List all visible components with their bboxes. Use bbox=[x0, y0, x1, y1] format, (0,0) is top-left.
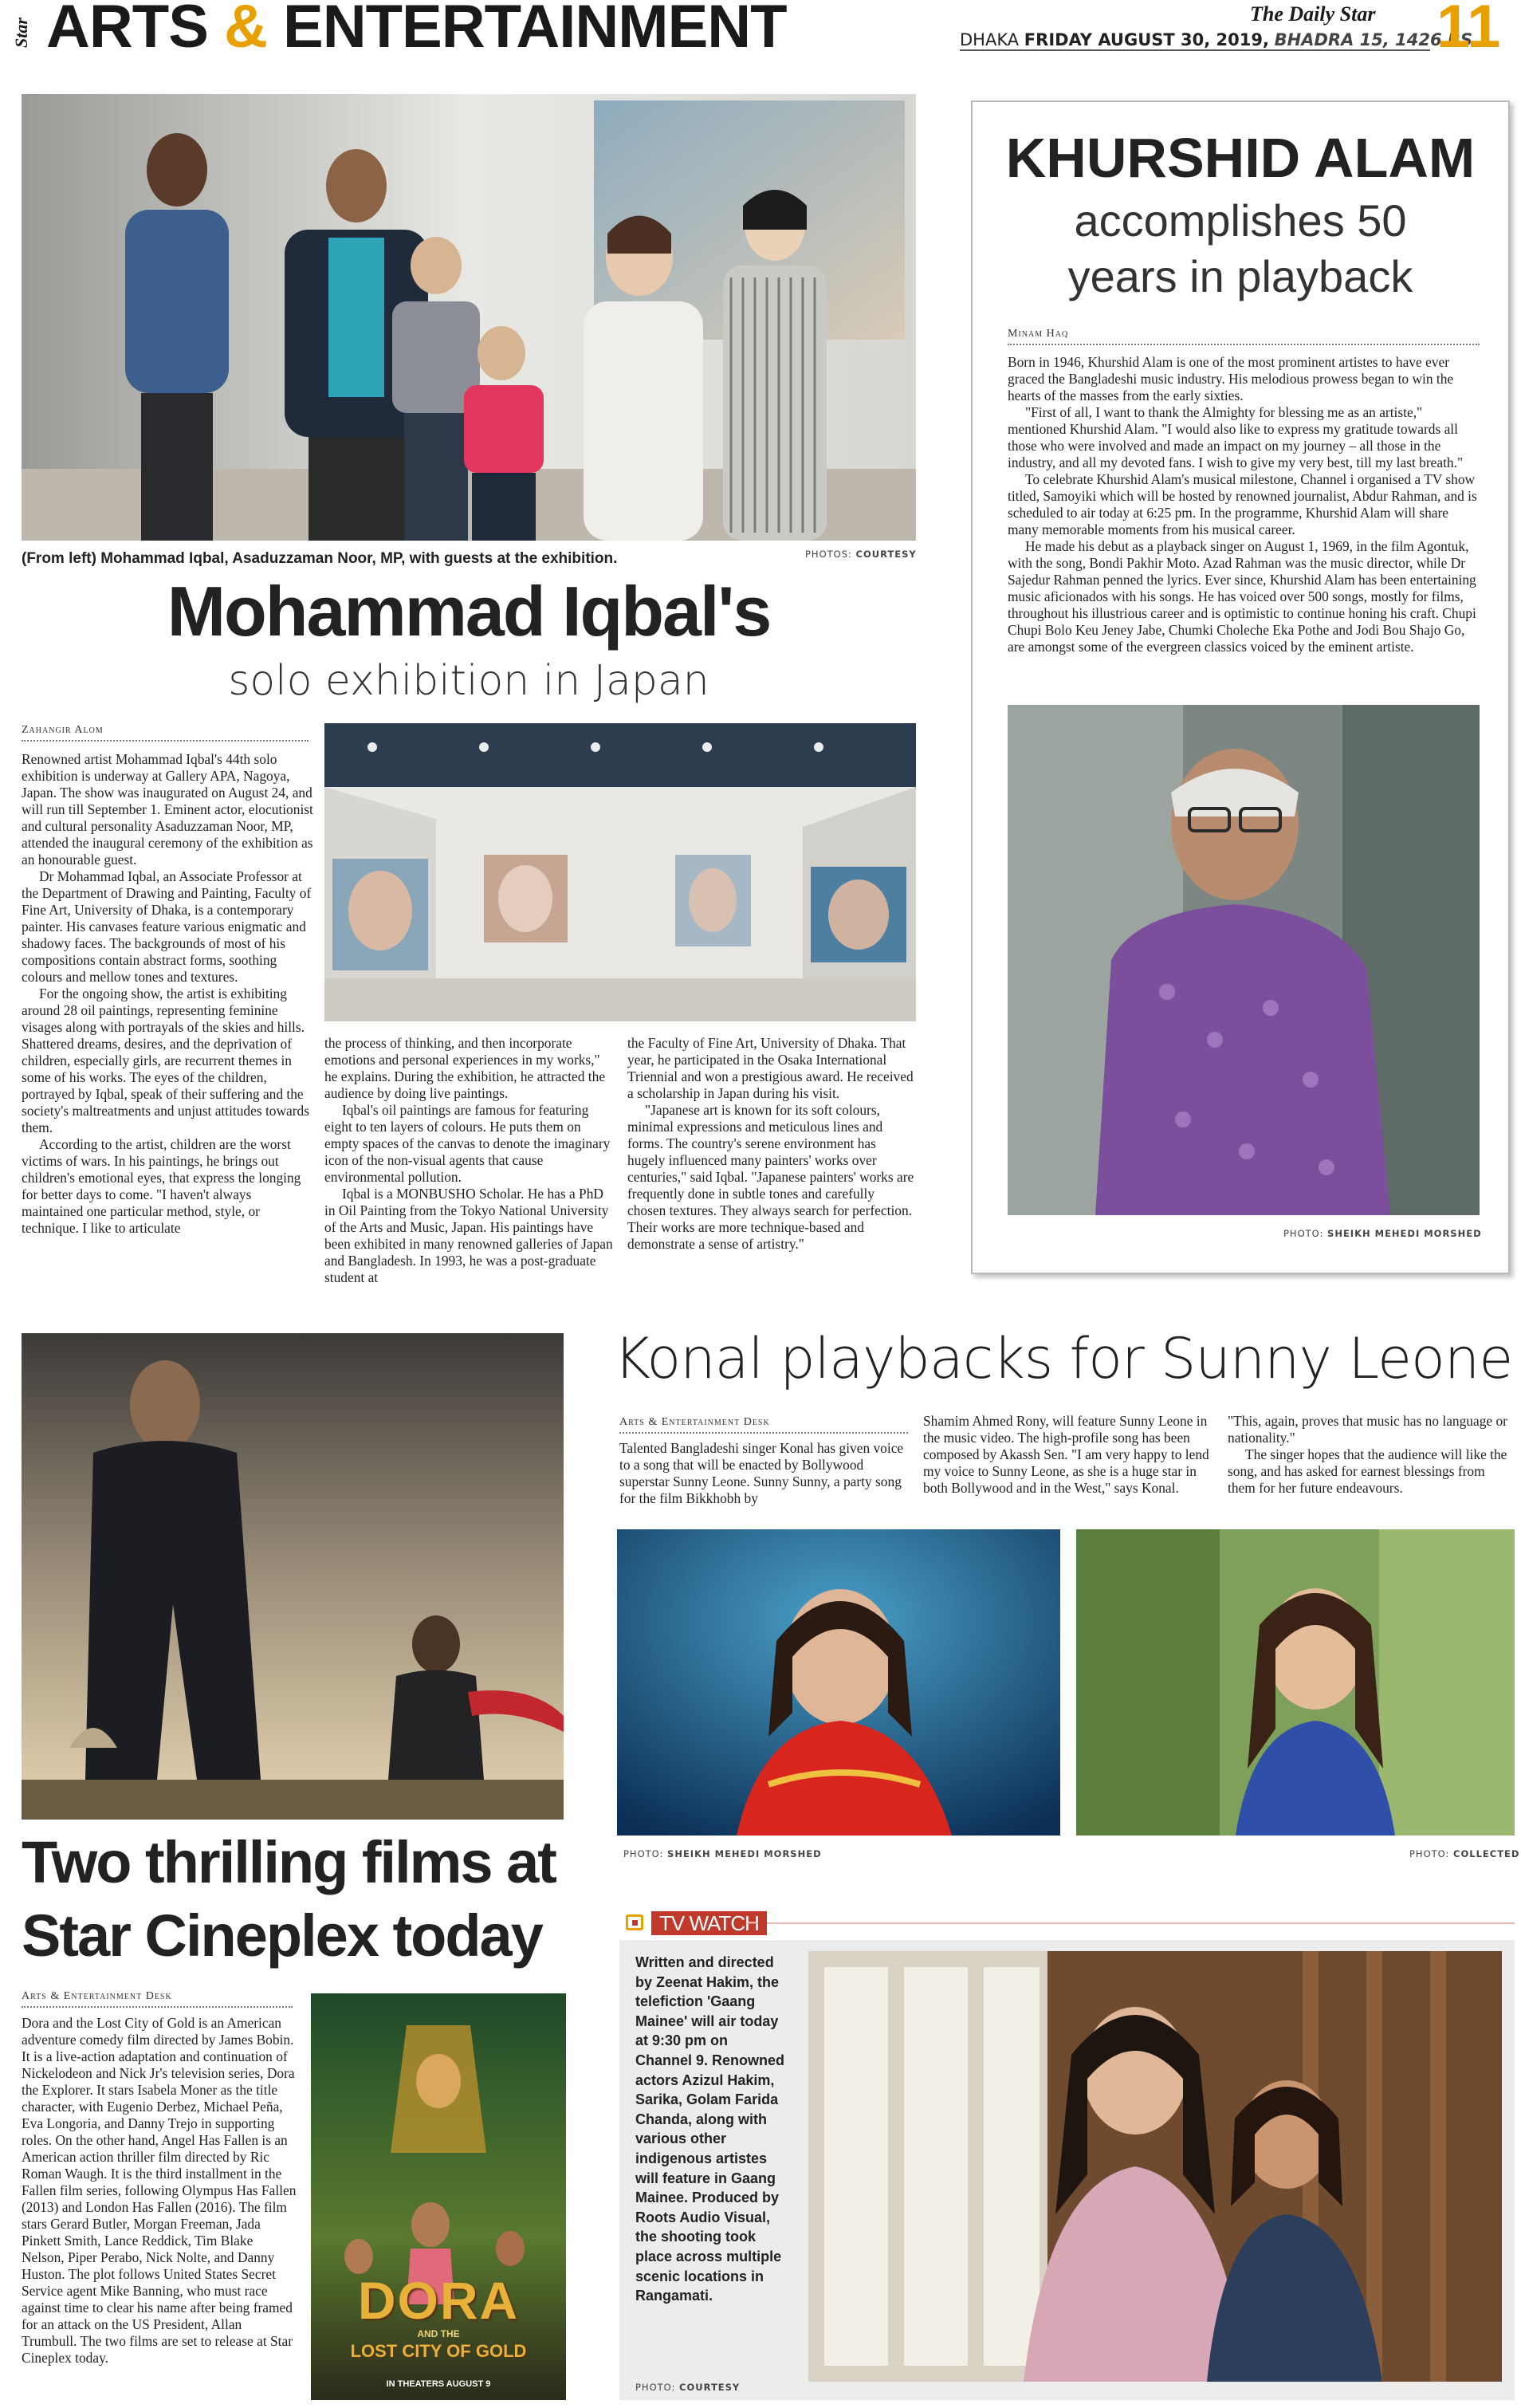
gallery-illustration bbox=[324, 723, 916, 1021]
credit-label: PHOTO: bbox=[623, 1848, 664, 1859]
tvwatch-text: Written and directed by Zeenat Hakim, the telefiction 'Gaang Mainee' will air today at 9:30 pm on Channel 9. Renowned actors Azizul Hakim, Sarika, Golam Farida Chanda, along with various other indigenous artistes will feature in Gaang Mainee. Produced by Roots Audio Visual, the shooting took place across multiple scenic locations in Rangamati. bbox=[635, 1954, 785, 2304]
konal-byline: Arts & Entertainment Desk bbox=[619, 1416, 908, 1434]
poster-illustration bbox=[22, 1333, 564, 1820]
credit-name: COURTESY bbox=[679, 2382, 741, 2393]
iqbal-group-photo bbox=[22, 94, 916, 541]
iqbal-column-3 bbox=[627, 1035, 916, 1253]
iqbal-c2-p2: Iqbal's oil paintings are famous for featuring eight to ten layers of colours. He puts them on empty spaces of the canvas to denote the imaginary icon of the non-visual agents that cause environmental pollution. bbox=[324, 1102, 611, 1185]
iqbal-c1-p4: According to the artist, children are the worst victims of wars. In his paintings, he brings out children's emotional eyes, that express the longing for better days to come. "I haven't always maintained one particular method, style, or technique. I like to articulate bbox=[22, 1136, 301, 1236]
masthead bbox=[0, 0, 1521, 61]
iqbal-column-2 bbox=[324, 1035, 613, 1286]
iqbal-c1-p2: Dr Mohammad Iqbal, an Associate Professor at the Department of Drawing and Painting, Faculty of Fine Art, University of Dhaka, is a contemporary painter. His canvases feature various enigmatic and shadowy faces. The backgrounds of most of his compositions contain abstract forms, soothing colours and mellow tones and textures. bbox=[22, 868, 312, 985]
iqbal-c3-p1: the Faculty of Fine Art, University of Dhaka. That year, he participated in the Osaka International Triennial and won a prestigious award. He received a scholarship in Japan during his visit. bbox=[627, 1035, 914, 1101]
group-photo-illustration bbox=[22, 94, 916, 541]
iqbal-c2-p3: Iqbal is a MONBUSHO Scholar. He has a PhD in Oil Painting from the Tokyo National University of the Arts and Music, Japan. His paintings have been exhibited in many renowned galleries of Japan and Bangladesh. In 1993, he was a post-graduate student at bbox=[324, 1186, 613, 1285]
tv-icon bbox=[626, 1914, 643, 1930]
masthead-rule bbox=[960, 49, 1430, 51]
iqbal-byline: Zahangir Alom bbox=[22, 724, 309, 742]
credit-name: COLLECTED bbox=[1453, 1848, 1520, 1859]
sunny-leone-photo bbox=[1076, 1529, 1515, 1836]
portrait-illustration bbox=[1008, 705, 1480, 1215]
konal-illustration bbox=[617, 1529, 1060, 1836]
konal-c1-p1: Talented Bangladeshi singer Konal has given voice to a song that will be enacted by Bollywood superstar Sunny Leone. Sunny Sunny, a party song for the film Bikkhobh by bbox=[619, 1440, 904, 1506]
section-title bbox=[46, 0, 787, 61]
konal-column-2 bbox=[923, 1413, 1212, 1497]
sunny-photo-credit bbox=[1409, 1848, 1519, 1859]
tvwatch-photo bbox=[808, 1951, 1502, 2382]
konal-column-3 bbox=[1228, 1413, 1515, 1497]
dora-poster-title: DORA bbox=[357, 2271, 520, 2330]
dora-poster bbox=[311, 1993, 566, 2400]
iqbal-c3-p2: "Japanese art is known for its soft colours, minimal expressions and meticulous lines and forms. The country's serene environment has hugely influenced many painters' works over centuries," said Iqbal. "Japanese painters' works are frequently done in subtle tones and carefully chosen textures. They always search for perfection. Their works are more technique-based and demonstrate a sense of artistry." bbox=[627, 1102, 914, 1252]
section-title-amp: & bbox=[224, 0, 267, 61]
khurshid-byline: Minam Haq bbox=[1008, 328, 1480, 345]
konal-column-1 bbox=[619, 1440, 908, 1507]
iqbal-column-1 bbox=[22, 751, 315, 1237]
iqbal-photo-caption: (From left) Mohammad Iqbal, Asaduzzaman Noor, MP, with guests at the exhibition. bbox=[22, 550, 618, 567]
konal-c3-p1: "This, again, proves that music has no language or nationality." bbox=[1228, 1413, 1507, 1446]
konal-headline: Konal playbacks for Sunny Leone bbox=[614, 1326, 1513, 1391]
credit-label: PHOTO: bbox=[635, 2382, 676, 2393]
tvwatch-rule bbox=[747, 1922, 1515, 1924]
tvwatch-illustration bbox=[808, 1951, 1502, 2382]
gallery-photo bbox=[324, 723, 916, 1021]
films-text: Dora and the Lost City of Gold is an American adventure comedy film directed by James Bobin. It is a live-action adaptation and continuation of Nickelodeon and Nick Jr's television series, Dora the Explorer. It stars Isabela Moner as the title character, with Eugenio Derbez, Michael Peña, Eva Longoria, and Danny Trejo in supporting roles. On the other hand, Angel Has Fallen is an American action thriller film directed by Ric Roman Waugh. It is the third installment in the Fallen film series, following Olympus Has Fallen (2013) and London Has Fallen (2016). The film stars Gerard Butler, Morgan Freeman, Jada Pinkett Smith, Lance Reddick, Tim Blake Nelson, Piper Perabo, Nick Nolte, and Danny Huston. The plot follows United States Secret Service agent Mike Banning, who must race against time to clear his name after being framed for an attack on the US President, Allan Trumbull. The two films are set to release at Star Cineplex today. bbox=[22, 2015, 297, 2366]
khurshid-photo-credit bbox=[1283, 1228, 1482, 1239]
page-number: 11 bbox=[1436, 0, 1501, 61]
tvwatch-box bbox=[619, 1940, 1515, 2400]
dateline bbox=[960, 30, 1472, 49]
tvwatch-header bbox=[619, 1911, 1515, 1935]
konal-photo bbox=[617, 1529, 1060, 1836]
films-headline-line2: Star Cineplex today bbox=[22, 1902, 542, 1969]
credit-label: PHOTOS: bbox=[805, 549, 852, 560]
khurshid-p3: To celebrate Khurshid Alam's musical milestone, Channel i organised a TV show titled, Samoyiki which will be hosted by renowned journalist, Abdur Rahman, and is scheduled to air today at 6:25 pm. In the programme, Khurshid Alam will share many memorable moments from his musical career. bbox=[1008, 471, 1477, 537]
credit-name: SHEIKH MEHEDI MORSHED bbox=[667, 1848, 822, 1859]
iqbal-c1-p1: Renowned artist Mohammad Iqbal's 44th solo exhibition is underway at Gallery APA, Nagoya, Japan. The show was inaugurated on August 24, and will run till September 1. Eminent actor, elocutionist and cultural personality Asaduzzaman Noor, MP, attended the inaugural ceremony of the exhibition as an honourable guest. bbox=[22, 751, 313, 868]
dateline-date: FRIDAY AUGUST 30, 2019, bbox=[1024, 30, 1269, 49]
khurshid-subhead: accomplishes 50 years in playback bbox=[1067, 195, 1413, 301]
credit-label: PHOTO: bbox=[1409, 1848, 1450, 1859]
credit-name: COURTESY bbox=[855, 549, 917, 560]
konal-c3-p2: The singer hopes that the audience will like the song, and has asked for earnest blessings from them for her future endeavours. bbox=[1228, 1446, 1507, 1496]
iqbal-headline: Mohammad Iqbal's bbox=[167, 572, 771, 651]
khurshid-box bbox=[971, 100, 1510, 1274]
iqbal-c2-p1: the process of thinking, and then incorporate emotions and personal experiences in my works," he explains. During the exhibition, he attracted the audience by doing live paintings. bbox=[324, 1035, 606, 1101]
dora-poster-subtitle: LOST CITY OF GOLD bbox=[350, 2341, 527, 2361]
credit-name: SHEIKH MEHEDI MORSHED bbox=[1327, 1228, 1482, 1239]
khurshid-portrait bbox=[1008, 705, 1480, 1215]
iqbal-subhead: solo exhibition in Japan bbox=[228, 657, 709, 705]
films-headline bbox=[22, 1826, 595, 1973]
tvwatch-label: TV WATCH bbox=[659, 1911, 759, 1935]
iqbal-c1-p3: For the ongoing show, the artist is exhibiting around 28 oil paintings, representing feminine visages along with portrayals of the skies and hills. Shattered dreams, desires, and the deprivation of children, especially girls, are recurrent themes in some of his works. The eyes of the children, portrayed by Iqbal, speak of their suffering and the society's maltreatments and unjust attitudes towards them. bbox=[22, 986, 310, 1135]
sunny-illustration bbox=[1076, 1529, 1515, 1836]
konal-photo-credit bbox=[623, 1848, 822, 1859]
section-title-arts: ARTS bbox=[46, 0, 208, 61]
khurshid-p4: He made his debut as a playback singer on August 1, 1969, in the film Agontuk, with the song, Bondi Pakhir Moto. Azad Rahman was the music director, while Dr Sajedur Rahman penned the lyrics. Ever since, Khurshid Alam has been entertaining music aficionados with his songs. He has voiced over 500 songs, mostly for films, throughout his illustrious career and is optimistic to continue honing his craft. Chupi Chupi Bolo Keu Jeney Jabe, Chumki Choleche Eka Pothe and Jodi Bou Shajo Go, are amongst some of the evergreen classics voiced by the eminent artiste. bbox=[1008, 538, 1476, 655]
credit-label: PHOTO: bbox=[1283, 1228, 1324, 1239]
dora-poster-release: IN THEATERS AUGUST 9 bbox=[386, 2379, 491, 2389]
films-byline: Arts & Entertainment Desk bbox=[22, 1990, 293, 2008]
section-title-ent: ENTERTAINMENT bbox=[283, 0, 787, 61]
khurshid-body bbox=[1008, 354, 1478, 655]
dateline-bangla: BHADRA 15, 1426 BS bbox=[1274, 30, 1473, 49]
films-body bbox=[22, 2015, 299, 2367]
khurshid-headline: KHURSHID ALAM bbox=[1005, 127, 1476, 189]
konal-c2-p1: Shamim Ahmed Rony, will feature Sunny Leone in the music video. The high-profile song has been composed by Akassh Sen. "I am very happy to lend my voice to Sunny Leone, as she is a huge star in both Bollywood and in the West," says Konal. bbox=[923, 1413, 1209, 1496]
films-headline-line1: Two thrilling films at bbox=[22, 1829, 556, 1895]
iqbal-photo-credit bbox=[805, 549, 917, 560]
khurshid-p1: Born in 1946, Khurshid Alam is one of the most prominent artistes to have ever graced the Bangladeshi music industry. His melodious prowess began to win the hearts of the masses from the early sixties. bbox=[1008, 354, 1454, 403]
khurshid-p2: "First of all, I want to thank the Almighty for blessing me as an artiste," mentioned Khurshid Alam. "I would also like to express my gratitude towards all those who were involved and made an impact on my journey – all those in the industry, and all my devoted fans. I wish to give my very best, till my last breath." bbox=[1008, 404, 1464, 470]
section-star-tag: Star bbox=[11, 18, 31, 48]
paper-name: The Daily Star bbox=[1250, 2, 1376, 26]
dateline-city: DHAKA bbox=[960, 30, 1020, 49]
angel-has-fallen-poster bbox=[22, 1333, 564, 1820]
dora-poster-and: AND THE bbox=[417, 2328, 460, 2339]
tvwatch-photo-credit bbox=[635, 2382, 740, 2393]
